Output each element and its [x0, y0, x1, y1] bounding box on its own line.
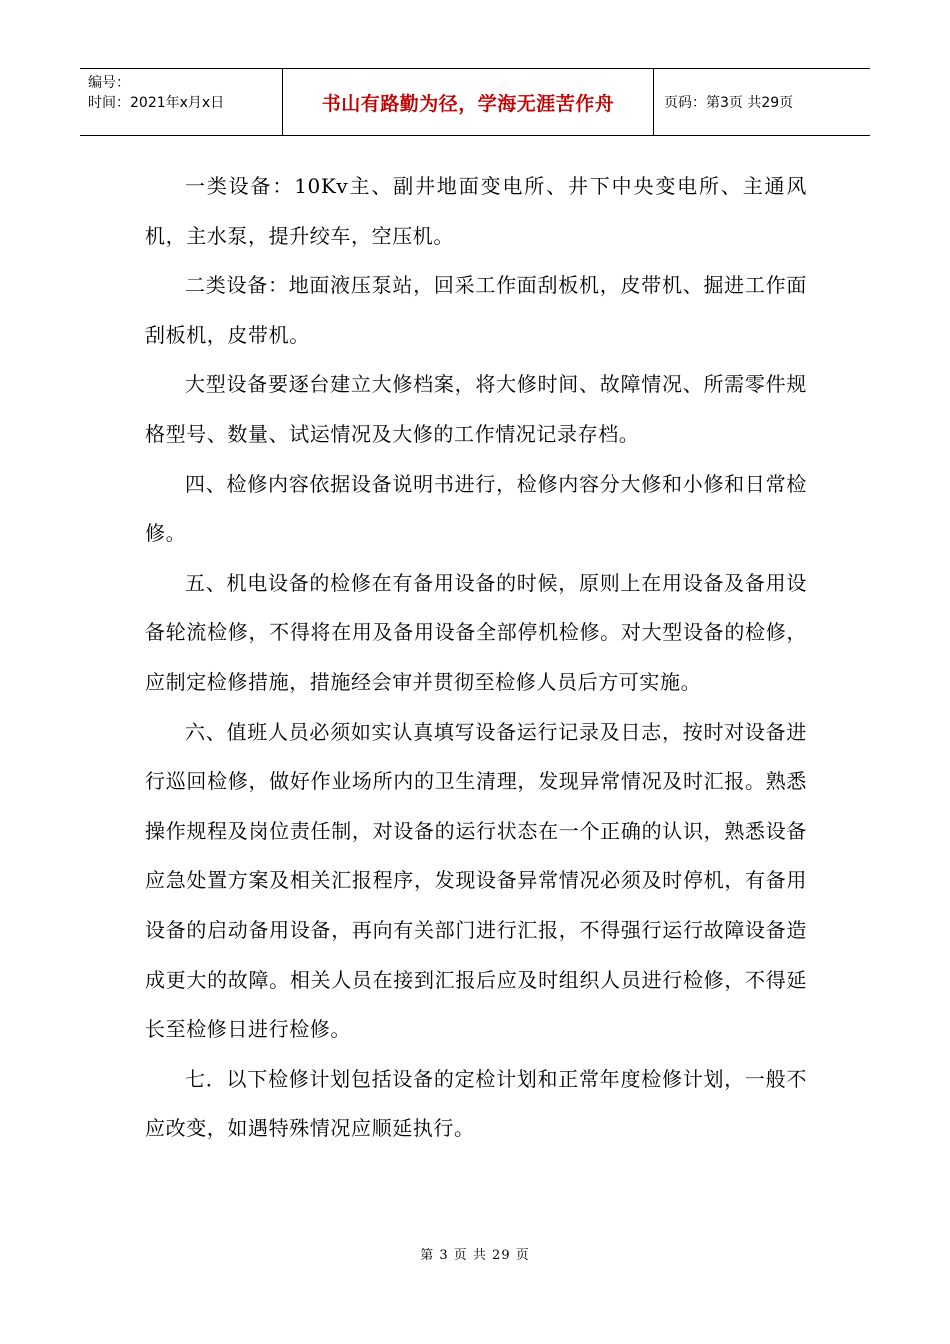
- header-page-info: 页码：第3页 共29页: [664, 95, 794, 111]
- header-motto: 书山有路勤为径，学海无涯苦作舟: [283, 69, 654, 135]
- paragraph-section-six: 六、值班人员必须如实认真填写设备运行记录及日志，按时对设备进行巡回检修，做好作业场所内的卫生清理，发现异常情况及时汇报。熟悉操作规程及岗位责任制，对设备的运行状态在一个正确的认识，熟悉设备应急处置方案及相关汇报程序，发现设备异常情况必须及时停机，有备用设备的启动备用设备，再向有关部门进行汇报，不得强行运行故障设备造成更大的故障。相关人员在接到汇报后应及时组织人员进行检修，不得延长至检修日进行检修。: [145, 719, 807, 1042]
- paragraph-section-seven: 七．以下检修计划包括设备的定检计划和正常年度检修计划，一般不应改变，如遇特殊情况应顺延执行。: [145, 1066, 807, 1141]
- header-meta: [80, 69, 283, 135]
- paragraph-section-five: 五、机电设备的检修在有备用设备的时候，原则上在用设备及备用设备轮流检修，不得将在用及备用设备全部停机检修。对大型设备的检修，应制定检修措施，措施经会审并贯彻至检修人员后方可实施。: [145, 570, 807, 694]
- document-body: [145, 162, 807, 1154]
- paragraph-class-one-equipment: 一类设备：10Kv主、副井地面变电所、井下中央变电所、主通风机，主水泵，提升绞车，空压机。: [145, 174, 807, 248]
- paragraph-overhaul-records: 大型设备要逐台建立大修档案，将大修时间、故障情况、所需零件规格型号、数量、试运情况及大修的工作情况记录存档。: [145, 372, 807, 446]
- page-header: [80, 68, 870, 136]
- document-number-label: 编号：: [88, 75, 130, 91]
- page-footer: 第 3 页 共 29 页: [420, 1248, 530, 1263]
- paragraph-section-four: 四、检修内容依据设备说明书进行，检修内容分大修和小修和日常检修。: [145, 471, 807, 546]
- paragraph-class-two-equipment: 二类设备：地面液压泵站，回采工作面刮板机，皮带机、掘进工作面刮板机，皮带机。: [145, 273, 807, 347]
- document-time-label: 时间：2021年x月x日: [88, 95, 225, 111]
